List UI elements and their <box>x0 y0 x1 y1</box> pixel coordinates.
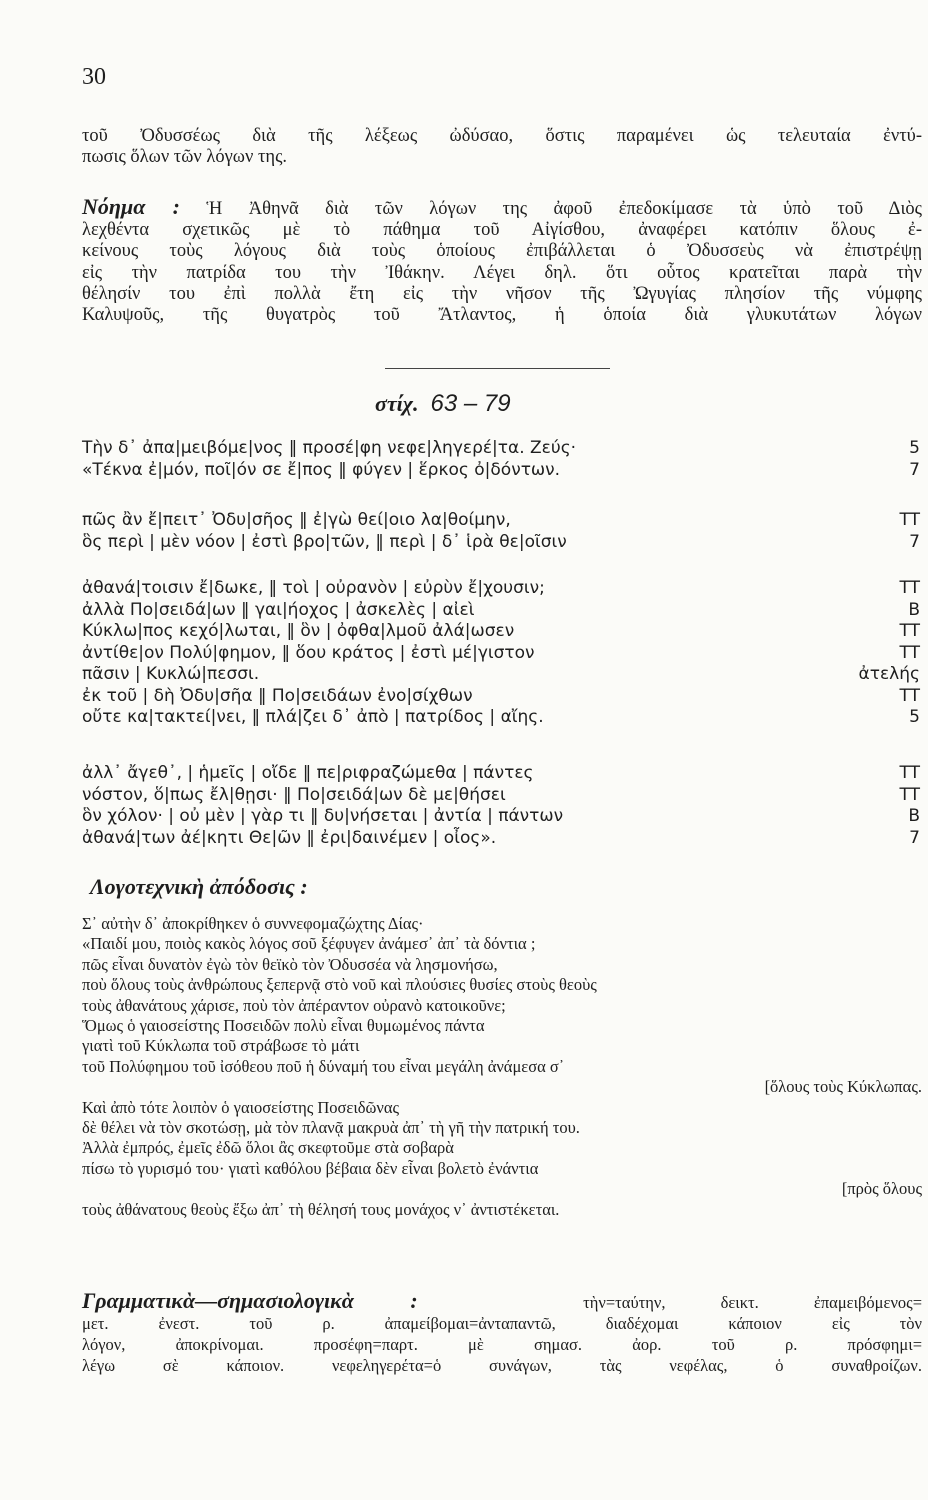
translation-line: πίσω τὸ γυρισμό του· γιατὶ καθόλου βέβαια δὲν εἶναι βολετὸ ἐνάντια <box>82 1158 539 1178</box>
grammar-heading: Γραμματικὰ—σημασιολογικὰ : <box>82 1288 418 1313</box>
intro-paragraph <box>82 126 922 168</box>
verse-line: ἀθανά|τοισιν ἔ|δωκε, ‖ τοὶ | οὐρανὸν | εὐρὺν ἔ|χουσιν; TT <box>82 578 920 598</box>
metre-mark: TT <box>899 621 920 641</box>
metre-mark: 5 <box>909 707 920 727</box>
verse-line: ἀντίθε|ον Πολύ|φημον, ‖ ὅου κράτος | ἐστὶ μέ|γιστον TT <box>82 642 920 663</box>
verse-block-1 <box>82 438 922 481</box>
metre-mark: TT <box>899 685 920 706</box>
translation-line-continuation: [ὅλους τοὺς Κύκλωπας. <box>764 1077 922 1097</box>
translation-line: δὲ θέλει νὰ τὸν σκοτώσῃ, μὰ τὸν πλανᾷ μακρυὰ ἀπ᾿ τὴ γῆ τὴν πατρική του. <box>82 1118 580 1138</box>
grammar-line: μετ. ἐνεστ. τοῦ ρ. ἀπαμείβομαι=ἀνταπαντῶ, διαδέχομαι κάποιον εἰς τὸν <box>82 1314 922 1333</box>
translation-line: Ὅμως ὁ γαιοσείστης Ποσειδῶν πολὺ εἶναι θυμωμένος πάντα <box>82 1016 485 1036</box>
translation-line: πῶς εἶναι δυνατὸν ἐγὼ τὸν θεϊκὸ τὸν Ὀδυσσέα νὰ λησμονήσω, <box>82 954 498 974</box>
verse-line: οὔτε κα|τακτεί|νει, ‖ πλά|ζει δ᾿ ἀπὸ | πατρίδος | αἴης. 5 <box>82 707 920 727</box>
noima-line: θέλησίν του ἐπὶ πολλὰ ἔτη εἰς τὴν νῆσον τῆς Ὠγυγίας πλησίον τῆς νύμφης <box>82 283 922 304</box>
intro-line: τοῦ Ὀδυσσέως διὰ τῆς λέξεως ὠδύσαο, ὅστις παραμένει ὡς τελευταία ἐντύ- <box>82 126 922 146</box>
translation-block <box>82 914 922 1220</box>
verse-line: νόστον, ὅ|πως ἔλ|θῃσι· ‖ Πο|σειδά|ων δὲ με|θήσει TT <box>82 784 920 805</box>
verse-line: ἀλλὰ Πο|σειδά|ων ‖ γαι|ήοχος | ἀσκελὲς | αἰεὶ B <box>82 599 920 620</box>
verse-block-3 <box>82 578 922 729</box>
translation-heading: Λογοτεχνικὴ ἀπόδοσις : <box>90 874 308 899</box>
verse-line: πᾶσιν | Κυκλώ|πεσσι. ἀτελής <box>82 664 920 684</box>
metre-mark: TT <box>899 510 920 530</box>
metre-mark: TT <box>899 763 920 783</box>
intro-line: πωσις ὅλων τῶν λόγων της. <box>82 147 288 168</box>
metre-mark: TT <box>899 642 920 663</box>
grammar-line: τὴν=ταύτην, δεικτ. ἐπαμειβόμενος= <box>583 1293 923 1312</box>
verse-line: ὃν χόλον· | οὐ μὲν | γὰρ τι ‖ δυ|νήσεται | ἀντία | πάντων B <box>82 806 920 826</box>
verse-block-4 <box>82 763 922 849</box>
noima-line: Ἡ Ἀθηνᾶ διὰ τῶν λόγων της ἀφοῦ ἐπεδοκίμασε τὰ ὑπὸ τοῦ Διὸς <box>206 199 923 219</box>
grammar-line: λόγον, ἀποκρίνομαι. προσέφη=παρτ. μὲ σημασ. ἀορ. τοῦ ρ. πρόσφημι= <box>82 1335 922 1354</box>
stix-label: στίχ. <box>375 391 419 416</box>
verse-line: «Τέκνα ἐ|μόν, ποῖ|όν σε ἔ|πος ‖ φύγεν | ἕρκος ὀ|δόντων. 7 <box>82 459 920 480</box>
translation-line: «Παιδί μου, ποιὸς κακὸς λόγος σοῦ ξέφυγεν ἀνάμεσ᾿ ἀπ᾿ τὰ δόντια ; <box>82 934 536 954</box>
metre-mark: B <box>908 599 920 620</box>
translation-line: Ἀλλὰ ἐμπρός, ἐμεῖς ἐδῶ ὅλοι ἂς σκεφτοῦμε στὰ σοβαρὰ <box>82 1138 454 1158</box>
metre-mark: ἀτελής <box>858 664 920 684</box>
translation-line: ποὺ ὅλους τοὺς ἀνθρώπους ξεπερνᾷ στὸ νοῦ καὶ πλούσιες θυσίες στοὺς θεοὺς <box>82 975 597 995</box>
verse-range-heading <box>375 390 511 418</box>
metre-mark: 7 <box>909 827 920 848</box>
translation-line: Σ᾿ αὐτὴν δ᾿ ἀποκρίθηκεν ὁ συννεφομαζώχτης Δίας· <box>82 914 424 933</box>
translation-line: γιατὶ τοῦ Κύκλωπα τοῦ στράβωσε τὸ μάτι <box>82 1036 360 1056</box>
section-divider <box>385 368 610 369</box>
translation-line-continuation: [πρὸς ὅλους <box>841 1179 922 1199</box>
verse-line: Τὴν δ᾿ ἀπα|μειβόμε|νος ‖ προσέ|φη νεφε|ληγερέ|τα. Ζεύς· 5 <box>82 438 920 458</box>
metre-mark: TT <box>899 578 920 598</box>
noima-paragraph <box>82 196 922 326</box>
verse-line: πῶς ἂν ἔ|πειτ᾿ Ὀδυ|σῆος ‖ ἐ|γὼ θεί|οιο λα|θοίμην, TT <box>82 510 920 530</box>
grammar-line: λέγω σὲ κάποιον. νεφεληγερέτα=ὁ συνάγων, τὰς νεφέλας, ὁ συναθροίζων. <box>82 1356 922 1375</box>
grammar-notes <box>82 1290 922 1376</box>
verse-line: ἐκ τοῦ | δὴ Ὀδυ|σῆα ‖ Πο|σειδάων ἐνο|σίχθων TT <box>82 685 920 706</box>
verse-block-2 <box>82 510 922 553</box>
verse-line: Κύκλω|πος κεχό|λωται, ‖ ὃν | ὀφθα|λμοῦ ἀλά|ωσεν TT <box>82 621 920 641</box>
noima-line: εἰς τὴν πατρίδα του τὴν Ἰθάκην. Λέγει δηλ. ὅτι οὗτος κρατεῖται παρὰ τὴν <box>82 262 922 283</box>
metre-mark: 7 <box>909 459 920 480</box>
metre-mark: TT <box>899 784 920 805</box>
metre-mark: B <box>908 806 920 826</box>
translation-line: τοὺς ἀθανάτους χάρισε, ποὺ τὸν ἀπέραντον οὐρανὸ κατοικοῦνε; <box>82 995 506 1015</box>
translation-line: τοῦ Πολύφημου τοῦ ἰσόθεου ποῦ ἡ δύναμή του εἶναι μεγάλη ἀνάμεσα σ᾿ <box>82 1056 565 1076</box>
noima-label: Νόημα : <box>82 194 180 219</box>
verse-line: ἀλλ᾿ ἄγεθ᾿, | ἡμεῖς | οἴδε ‖ πε|ριφραζώμεθα | πάντες TT <box>82 763 920 783</box>
noima-line: Καλυψοῦς, τῆς θυγατρὸς τοῦ Ἄτλαντος, ἡ ὁποία διὰ γλυκυτάτων λόγων <box>82 305 922 326</box>
metre-mark: 5 <box>909 438 920 458</box>
noima-line: λεχθέντα σχετικῶς μὲ τὸ πάθημα τοῦ Αἰγίσθου, ἀναφέρει κατόπιν ὅλους ἐ- <box>82 220 922 241</box>
verse-line: ἀθανά|των ἀέ|κητι Θε|ῶν ‖ ἐρι|δαινέμεν | οἶος». 7 <box>82 827 920 848</box>
noima-line: κείνους τοὺς λόγους διὰ τοὺς ὁποίους ἐπιβάλλεται ὁ Ὀδυσσεὺς νὰ ἐπιστρέψῃ <box>82 241 922 262</box>
translation-line: τοὺς ἀθάνατους θεοὺς ἔξω ἀπ᾿ τὴ θέλησή τους μονάχος ν᾿ ἀντιστέκεται. <box>82 1199 560 1219</box>
page-number: 30 <box>82 64 106 90</box>
translation-line: Καὶ ἀπὸ τότε λοιπὸν ὁ γαιοσείστης Ποσειδῶνας <box>82 1097 400 1117</box>
metre-mark: 7 <box>909 531 920 552</box>
stix-range: 63 – 79 <box>430 390 511 417</box>
verse-line: ὃς περὶ | μὲν νόον | ἐστὶ βρο|τῶν, ‖ περὶ | δ᾿ ἱρὰ θε|οῖσιν 7 <box>82 531 920 552</box>
